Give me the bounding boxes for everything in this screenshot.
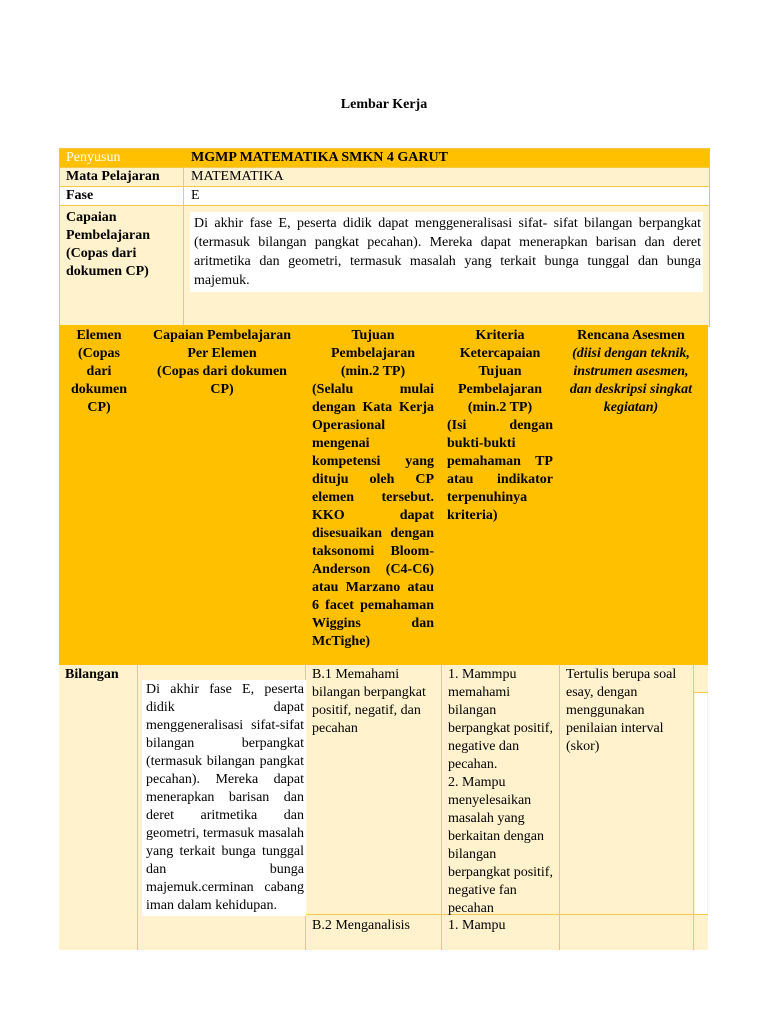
elemen-value: Bilangan — [65, 667, 119, 682]
info-table — [59, 148, 710, 327]
info-row-penyusun — [60, 149, 709, 168]
kktp-1 — [448, 666, 556, 918]
header-elemen: Elemen (Copas dari dokumen CP) — [70, 328, 128, 415]
main-table — [59, 325, 708, 950]
penyusun-value: MGMP MATEMATIKA SMKN 4 GARUT — [191, 150, 448, 165]
grid-line — [559, 665, 560, 950]
fase-value: E — [191, 188, 200, 203]
header-tp-sub: (Selalu mulai dengan Kata Kerja Operasional mengenai kompetensi yang dituju oleh CP elemen tersebut. KKO dapat disesuaikan dengan taksonomi Bloom-Anderson (C4-C6) atau Marzano atau 6 facet pemahaman Wiggins dan McTighe) — [312, 382, 434, 649]
info-row-fase — [60, 187, 709, 206]
page-title: Lembar Kerja — [340, 97, 428, 112]
kktp-1b: 2. Mampu menyelesaikan masalah yang berkaitan dengan bilangan berpangkat positif, negative fan pecahan — [448, 775, 553, 916]
kktp-1a: 1. Mammpu memahami bilangan berpangkat positif, negative dan pecahan. — [448, 667, 553, 772]
tp-1: B.1 Memahami bilangan berpangkat positif, negatif, dan pecahan — [312, 667, 426, 736]
grid-line — [137, 665, 138, 950]
tp-2: B.2 Menganalisis — [312, 918, 410, 933]
header-cp-sub: (Copas dari dokumen CP) — [157, 364, 287, 397]
grid-line — [441, 665, 442, 950]
cp-value: Di akhir fase E, peserta didik dapat menggeneralisasi sifat- sifat bilangan berpangkat (termasuk bilangan pangkat pecahan). Mereka dapat menerapkan barisan dan deret aritmetika dan geometri, termasuk masalah yang terkait bunga tunggal dan bunga majemuk. — [190, 212, 703, 292]
kktp-2: 1. Mampu — [448, 918, 506, 933]
header-tp-title: Tujuan Pembelajaran (min.2 TP) — [331, 328, 415, 379]
info-row-mapel — [60, 168, 709, 187]
mapel-label: Mata Pelajaran — [60, 168, 184, 186]
grid-line — [693, 665, 694, 950]
header-asesmen-title: Rencana Asesmen — [577, 328, 685, 343]
blank-cell — [695, 693, 707, 914]
cp-element-value: Di akhir fase E, peserta didik dapat menggeneralisasi sifat-sifat bilangan berpangkat (termasuk bilangan pangkat pecahan). Mereka dapat menerapkan barisan dan deret aritmetika dan geometri, termasuk masalah yang terkait bunga tunggal dan bunga majemuk.cerminan cabang iman dalam kehidupan. — [142, 680, 306, 916]
table-header — [59, 325, 708, 665]
header-asesmen — [563, 327, 699, 417]
fase-label: Fase — [60, 187, 184, 205]
cp-label: Capaian Pembelajaran (Copas dari dokumen CP) — [60, 206, 184, 326]
header-kktp-title: Kriteria Ketercapaian Tujuan Pembelajaran (min.2 TP) — [458, 328, 542, 415]
header-asesmen-sub: (diisi dengan teknik, instrumen asesmen, dan deskripsi singkat kegiatan) — [569, 346, 693, 415]
header-cp — [145, 327, 299, 399]
header-kktp — [447, 327, 553, 525]
header-kktp-sub: (Isi dengan bukti-bukti pemahaman TP atau indikator terpenuhinya kriteria) — [447, 418, 553, 523]
table-body — [59, 665, 708, 950]
header-tp — [312, 327, 434, 651]
mapel-value: MATEMATIKA — [191, 169, 284, 184]
header-cp-title: Capaian Pembelajaran Per Elemen — [152, 328, 292, 361]
penyusun-label: Penyusun — [60, 149, 184, 167]
asesmen-value: Tertulis berupa soal esay, dengan menggunakan penilaian interval (skor) — [566, 667, 677, 754]
cp-cell — [184, 206, 709, 326]
info-row-cp — [60, 206, 709, 326]
